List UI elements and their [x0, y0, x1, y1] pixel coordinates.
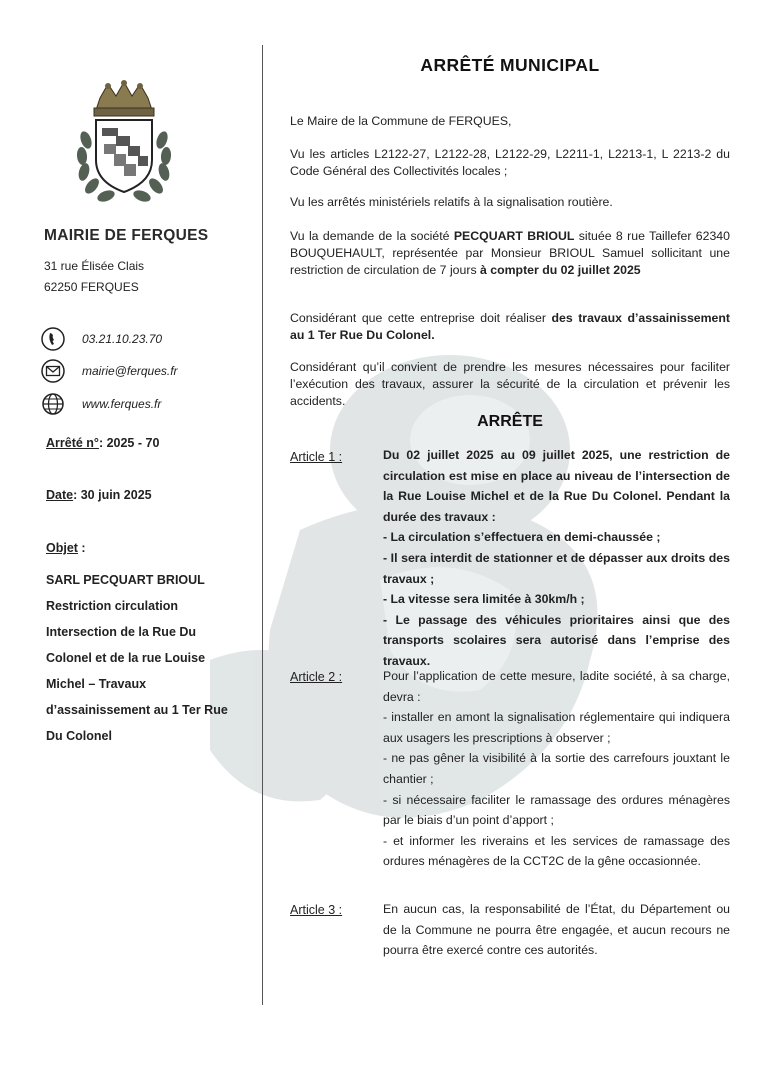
arrete-number-value: : 2025 - 70: [98, 436, 160, 450]
article-1-label: Article 1 :: [290, 450, 343, 464]
article-2-line: - et informer les riverains et les services de ramassage des ordures ménagères de la CCT2C de la gêne occasionnée.: [383, 833, 730, 869]
globe-icon: [40, 391, 66, 417]
contact-phone: [40, 326, 162, 352]
arrete-date: [46, 488, 152, 502]
article-2-label: Article 2 :: [290, 670, 343, 684]
considerant-2-paragraph: Considérant qu’il convient de prendre les mesures nécessaires pour faciliter l’exécution des travaux, assurer la sécurité de la circulation et prévenir les accidents.: [290, 360, 730, 408]
coat-of-arms-icon: [60, 80, 188, 210]
date-label: Date: [46, 488, 74, 502]
article-3-body: [383, 899, 730, 961]
letterhead-sidebar: [0, 0, 262, 1086]
article-3-line: En aucun cas, la responsabilité de l’État, du Département ou de la Commune ne pourra être engagée, et aucun recours ne pourra être exercé contre ces autorités.: [383, 902, 730, 958]
intro-paragraph: Le Maire de la Commune de FERQUES,: [290, 114, 512, 128]
contact-email: [40, 358, 178, 384]
objet-line: d’assainissement au 1 Ter Rue: [46, 703, 228, 717]
considerant-1-works: des travaux d’assainissement au 1 Ter Rue Du Colonel.: [290, 311, 731, 342]
article-1-line: - La circulation s’effectuera en demi-chaussée ;: [383, 530, 661, 545]
article-1-line: - La vitesse sera limitée à 30km/h ;: [383, 592, 585, 607]
article-2-line: - si nécessaire faciliter le ramassage des ordures ménagères par le biais d’un point d’apport ;: [383, 792, 730, 828]
phone-number[interactable]: 03.21.10.23.70: [82, 332, 163, 346]
article-2-line: - installer en amont la signalisation réglementaire qui indiquera aux usagers les prescriptions à observer ;: [383, 710, 730, 745]
demande-text-2: située 8 rue Taillefer 62340 BOUQUEHAULT, représentée par Monsieur BRIOUL Samuel sollicitant une restriction de circulation de 7 jours: [290, 229, 730, 277]
demande-start-date: à compter du 02 juillet 2025: [480, 263, 641, 277]
objet-label: Objet: [46, 541, 78, 555]
contact-website: [40, 391, 161, 417]
company-name: PECQUART BRIOUL: [453, 229, 575, 243]
vu-arretes-paragraph: Vu les arrêtés ministériels relatifs à la signalisation routière.: [290, 195, 613, 209]
objet-line: Colonel et de la rue Louise: [46, 651, 206, 665]
vertical-divider: [262, 45, 263, 1005]
date-value: : 30 juin 2025: [73, 488, 152, 502]
document-title: ARRÊTÉ MUNICIPAL: [420, 55, 600, 75]
address-street: 31 rue Élisée Clais: [44, 259, 145, 273]
article-3-label: Article 3 :: [290, 903, 343, 917]
address-city: 62250 FERQUES: [44, 280, 139, 294]
article-1-line: - Il sera interdit de stationner et de dépasser aux droits des travaux ;: [383, 550, 730, 586]
article-2-line: - ne pas gêner la visibilité à la sortie des carrefours jouxtant le chantier ;: [383, 751, 730, 786]
objet-text: [46, 567, 256, 749]
vu-articles-paragraph: Vu les articles L2122-27, L2122-28, L2122-29, L2211-1, L2213-1, L 2213-2 du Code Général des Collectivités locales ;: [290, 147, 730, 178]
demande-text: Vu la demande de la société: [290, 229, 454, 243]
article-2-line: Pour l’application de cette mesure, ladite société, à sa charge, devra :: [383, 669, 730, 704]
article-1-body: [383, 445, 730, 672]
mairie-name: MAIRIE DE FERQUES: [44, 227, 209, 244]
demande-paragraph: [290, 228, 730, 279]
article-1-line: - Le passage des véhicules prioritaires ainsi que des transports scolaires sera autorisé dans l’emprise des travaux.: [383, 612, 730, 668]
envelope-icon: [40, 358, 66, 384]
article-2-body: [383, 666, 730, 872]
objet-line: Du Colonel: [46, 729, 112, 743]
article-1-line: Du 02 juillet 2025 au 09 juillet 2025, une restriction de circulation est mise en place au niveau de l’intersection de la Rue Louise Michel et de la Rue Du Colonel. Pendant la durée des travaux :: [383, 448, 730, 524]
objet-colon: :: [77, 541, 86, 555]
arrete-heading: ARRÊTE: [477, 413, 543, 430]
website-link[interactable]: www.ferques.fr: [82, 397, 162, 411]
arrete-number-label: Arrêté n°: [46, 436, 99, 450]
objet-heading: [46, 541, 86, 555]
phone-icon: [40, 326, 66, 352]
considerant-1-text: Considérant que cette entreprise doit réaliser: [290, 311, 552, 325]
email-link[interactable]: mairie@ferques.fr: [82, 364, 178, 378]
arrete-number: [46, 436, 159, 450]
objet-line: Michel – Travaux: [46, 677, 147, 691]
objet-line: Intersection de la Rue Du: [46, 625, 197, 639]
objet-line: SARL PECQUART BRIOUL: [46, 573, 205, 587]
objet-line: Restriction circulation: [46, 599, 178, 613]
considerant-1-paragraph: [290, 310, 730, 344]
